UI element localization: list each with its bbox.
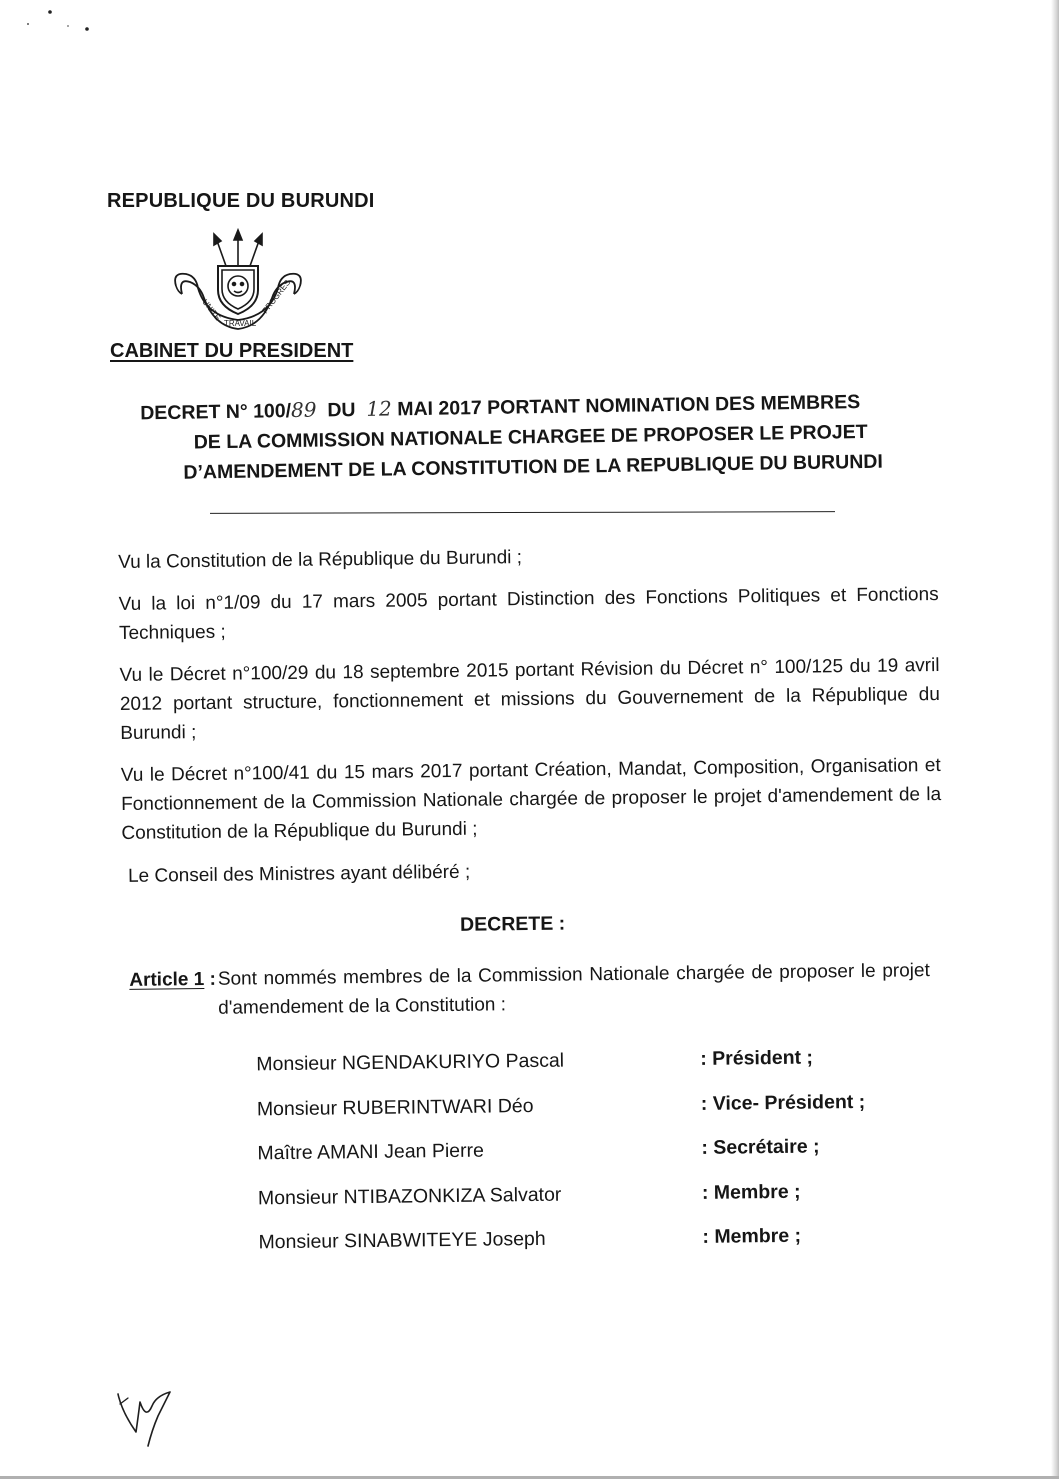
member-role: : Vice- Président ; [700, 1090, 866, 1115]
handwritten-initials-icon [112, 1382, 182, 1452]
member-name: Monsieur NTIBAZONKIZA Salvator [257, 1183, 562, 1209]
header-cabinet: CABINET DU PRESIDENT [110, 340, 354, 362]
scan-specks-icon [20, 8, 100, 38]
member-role: : Membre ; [701, 1180, 801, 1204]
member-role: : Président ; [700, 1046, 814, 1070]
svg-text:UNITE: UNITE [200, 297, 223, 323]
decree-number-prefix: DECRET N° 100/ [140, 400, 292, 425]
article-1 [129, 956, 944, 1024]
decree-title [100, 385, 901, 489]
decree-body [118, 538, 947, 1274]
decrete-heading: DECRETE : [459, 912, 566, 936]
member-row [258, 1221, 898, 1273]
article-1-separator: : [204, 968, 216, 990]
council-deliberation: Le Conseil des Ministres ayant délibéré ; [127, 861, 471, 887]
member-role: : Membre ; [702, 1224, 802, 1248]
member-row [257, 1087, 897, 1139]
burundi-coat-of-arms-icon [168, 228, 308, 333]
page-edge-shadow [1051, 0, 1059, 1479]
member-row [256, 1043, 896, 1095]
article-1-label-text: Article 1 [129, 968, 205, 991]
decree-day-handwritten: 12 [366, 396, 392, 421]
decree-number-handwritten: 89 [290, 397, 317, 422]
header-republic: REPUBLIQUE DU BURUNDI [107, 190, 375, 212]
svg-text:TRAVAIL: TRAVAIL [224, 319, 257, 328]
title-divider [210, 511, 835, 514]
member-name: Maître AMANI Jean Pierre [257, 1139, 485, 1165]
consideration-constitution: Vu la Constitution de la République du Burundi ; [118, 547, 523, 573]
decree-title-line-1-rest: MAI 2017 PORTANT NOMINATION DES MEMBRES [397, 391, 861, 421]
consideration-decret-100-41: Vu le Décret n°100/41 du 15 mars 2017 portant Création, Mandat, Composition, Organisation et Fonctionnement de la Commission Nationale chargée de proposer le projet d'amendement de la Constitution de la République du Burundi ; [120, 754, 942, 844]
article-1-label [129, 965, 216, 1024]
decree-du: DU [327, 398, 356, 422]
member-role: : Secrétaire ; [701, 1135, 820, 1159]
member-name: Monsieur NGENDAKURIYO Pascal [256, 1049, 565, 1076]
svg-text:PROGRES: PROGRES [260, 278, 293, 316]
consideration-loi-1-09: Vu la loi n°1/09 du 17 mars 2005 portant Distinction des Fonctions Politiques et Fonctions Techniques ; [118, 583, 939, 644]
consideration-decret-100-29: Vu le Décret n°100/29 du 18 septembre 2015 portant Révision du Décret n° 100/125 du 19 avril 2012 portant structure, fonctionnement et missions du Gouvernement de la République du Burundi ; [119, 654, 940, 744]
decree-title-line-2: DE LA COMMISSION NATIONALE CHARGEE DE PROPOSER LE PROJET [193, 420, 868, 454]
member-row [257, 1132, 897, 1184]
decree-title-line-3: D’AMENDEMENT DE LA CONSTITUTION DE LA REPUBLIQUE DU BURUNDI [183, 450, 884, 484]
article-1-text: Sont nommés membres de la Commission Nationale chargée de proposer le projet d'amendement de la Constitution : [217, 960, 930, 1019]
member-name: Monsieur SINABWITEYE Joseph [258, 1227, 546, 1254]
member-name: Monsieur RUBERINTWARI Déo [256, 1094, 534, 1120]
member-row [258, 1176, 898, 1228]
members-list [256, 1043, 899, 1273]
